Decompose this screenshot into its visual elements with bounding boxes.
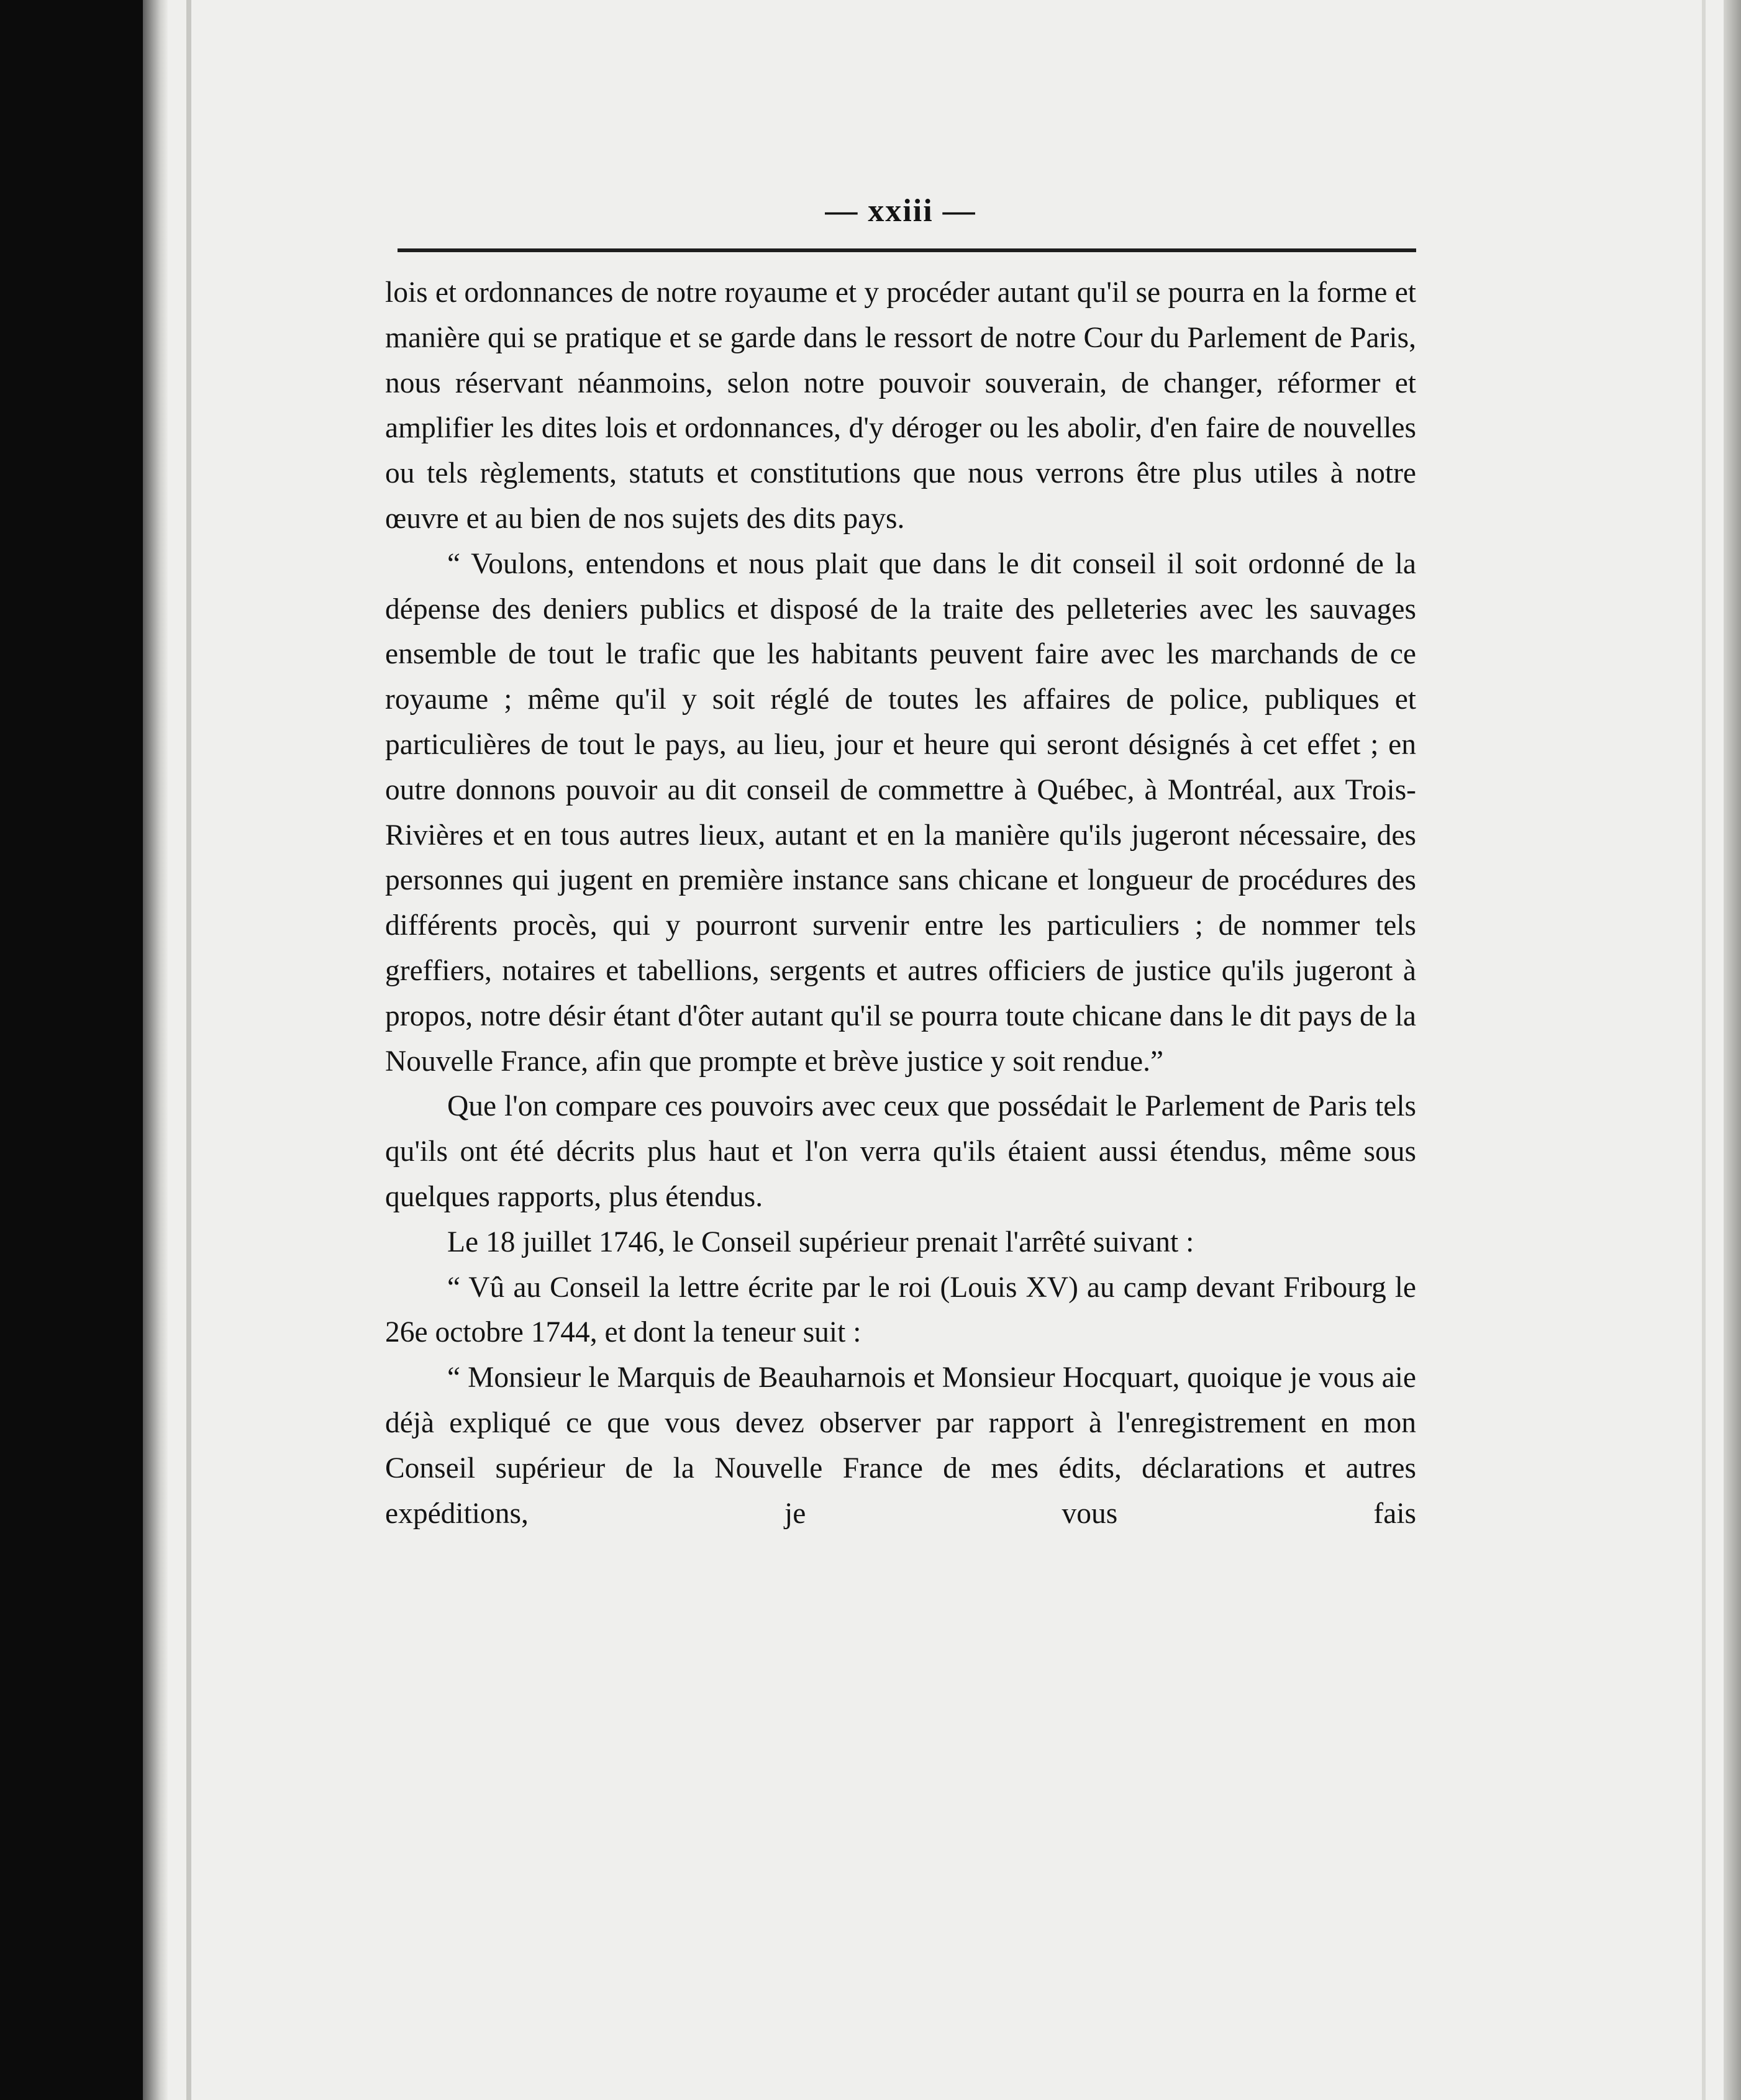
paragraph-lois-et-ordonnances: lois et ordonnances de notre royaume et y procéder autant qu'il se pourra en la forme et manière qui se pratique et se garde dans le ressort de notre Cour du Parlement de Paris, nous réservant néanmoins, selon notre pouvoir souverain, de changer, réformer et amplifier les dites lois et ordonnances, d'y déroger ou les abolir, d'en faire de nouvelles ou tels règlements, statuts et constitutions que nous verrons être plus utiles à notre œuvre et au bien de nos sujets des dits pays.	[385, 276, 1416, 535]
paragraph-monsieur-le-marquis: “ Monsieur le Marquis de Beauharnois et Monsieur Hocquart, quoique je vous aie déjà expliqué ce que vous devez observer par rapport à l'enregistrement en mon Conseil supérieur de la Nouvelle France de mes édits, déclarations et autres expéditions, je vous fais	[385, 1361, 1416, 1530]
right-page-line	[1702, 0, 1706, 2100]
paragraph-voulons: “ Voulons, entendons et nous plait que dans le dit conseil il soit ordonné de la dépense des deniers publics et disposé de la traite des pelleteries avec les sauvages ensemble de tout le trafic que les habitants peuvent faire avec les marchands de ce royaume ; même qu'il y soit réglé de toutes les affaires de police, publiques et particulières de tout le pays, au lieu, jour et heure qui seront désignés à cet effet ; en outre donnons pouvoir au dit conseil de commettre à Québec, à Montréal, aux Trois-Rivières et en tous autres lieux, autant et en la manière qu'ils jugeront nécessaire, des personnes qui jugent en première instance sans chicane et longueur de procédures des différents procès, qui y pourront survenir entre les particuliers ; de nommer tels greffiers, notaires et tabellions, sergents et autres officiers de justice qu'ils jugeront à propos, notre désir étant d'ôter autant qu'il se pourra toute chicane dans le dit pays de la Nouvelle France, afin que prompte et brève justice y soit rendue.”	[385, 547, 1416, 1078]
scan-right-edge	[1724, 0, 1741, 2100]
page-number: — xxiii —	[825, 193, 976, 229]
header-rule	[398, 248, 1416, 252]
scan-left-border	[0, 0, 143, 2100]
body-text	[385, 270, 1416, 1536]
paragraph-vu-au-conseil: “ Vû au Conseil la lettre écrite par le roi (Louis XV) au camp devant Fribourg le 26e octobre 1744, et dont la teneur suit :	[385, 1271, 1416, 1349]
gutter-line	[186, 0, 191, 2100]
book-page	[385, 186, 1416, 1530]
paragraph-compare-pouvoirs: Que l'on compare ces pouvoirs avec ceux que possédait le Parlement de Paris tels qu'ils ont été décrits plus haut et l'on verra qu'ils étaient aussi étendus, même sous quelques rapports, plus étendus.	[385, 1090, 1416, 1213]
scan-left-edge	[143, 0, 168, 2100]
paragraph-18-juillet-1746: Le 18 juillet 1746, le Conseil supérieur prenait l'arrêté suivant :	[447, 1225, 1194, 1258]
